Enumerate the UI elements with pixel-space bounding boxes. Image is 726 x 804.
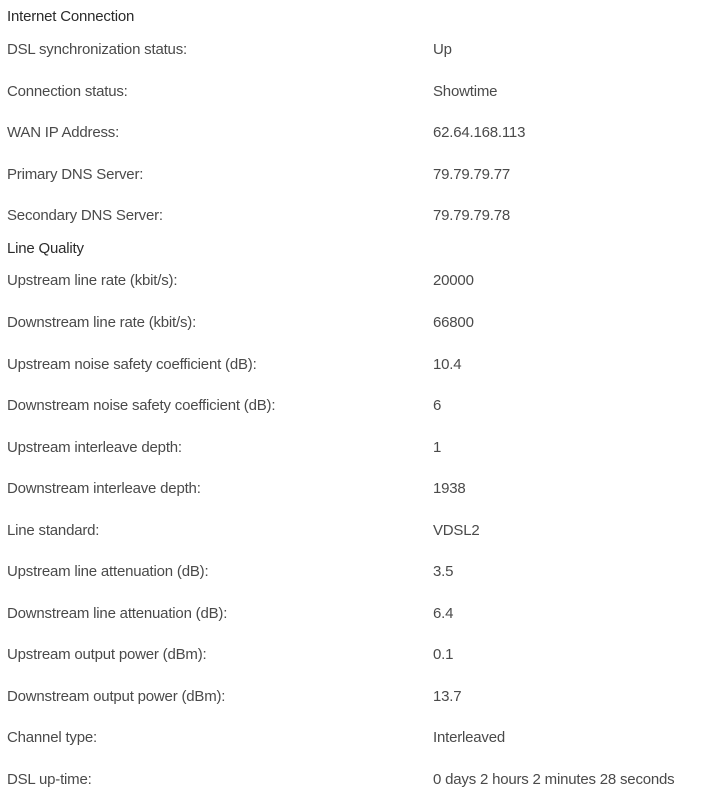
- row-value: 3.5: [433, 563, 454, 580]
- row-label: Channel type:: [7, 729, 97, 746]
- row-label: Connection status:: [7, 83, 128, 100]
- row-value: 6.4: [433, 605, 454, 622]
- row-label: Primary DNS Server:: [7, 166, 144, 183]
- row-primary-dns: [0, 166, 726, 188]
- row-upstream-line-rate: [0, 272, 726, 294]
- row-value: 20000: [433, 272, 474, 289]
- row-upstream-noise-safety: [0, 356, 726, 378]
- row-label: Downstream interleave depth:: [7, 480, 201, 497]
- row-downstream-interleave-depth: [0, 480, 726, 502]
- row-value: 13.7: [433, 688, 462, 705]
- row-label: Line standard:: [7, 522, 100, 539]
- row-upstream-attenuation: [0, 563, 726, 585]
- row-label: Upstream interleave depth:: [7, 439, 182, 456]
- row-upstream-interleave-depth: [0, 439, 726, 461]
- row-downstream-attenuation: [0, 605, 726, 627]
- row-value: 1: [433, 439, 442, 456]
- row-connection-status: [0, 83, 726, 105]
- row-label: Upstream noise safety coefficient (dB):: [7, 356, 257, 373]
- row-label: Secondary DNS Server:: [7, 207, 163, 224]
- row-value: 6: [433, 397, 442, 414]
- row-value: 79.79.79.78: [433, 207, 511, 224]
- row-value: 66800: [433, 314, 474, 331]
- row-dsl-sync-status: [0, 41, 726, 63]
- row-value: Interleaved: [433, 729, 506, 746]
- row-downstream-output-power: [0, 688, 726, 710]
- row-label: DSL up-time:: [7, 771, 92, 788]
- row-channel-type: [0, 729, 726, 751]
- row-downstream-noise-safety: [0, 397, 726, 419]
- row-value: Up: [433, 41, 452, 58]
- row-label: Upstream output power (dBm):: [7, 646, 207, 663]
- row-value: Showtime: [433, 83, 498, 100]
- section-title-internet-connection: Internet Connection: [7, 8, 135, 25]
- row-value: 10.4: [433, 356, 462, 373]
- row-value: VDSL2: [433, 522, 480, 539]
- row-value: 0 days 2 hours 2 minutes 28 seconds: [433, 771, 675, 788]
- row-secondary-dns: [0, 207, 726, 229]
- row-upstream-output-power: [0, 646, 726, 668]
- row-label: Upstream line rate (kbit/s):: [7, 272, 178, 289]
- row-value: 1938: [433, 480, 466, 497]
- row-value: 79.79.79.77: [433, 166, 511, 183]
- row-label: WAN IP Address:: [7, 124, 120, 141]
- row-value: 0.1: [433, 646, 454, 663]
- row-label: Downstream noise safety coefficient (dB):: [7, 397, 276, 414]
- section-title-line-quality: Line Quality: [7, 240, 84, 257]
- row-line-standard: [0, 522, 726, 544]
- row-wan-ip-address: [0, 124, 726, 146]
- row-value: 62.64.168.113: [433, 124, 526, 141]
- row-label: Downstream line rate (kbit/s):: [7, 314, 197, 331]
- row-label: DSL synchronization status:: [7, 41, 187, 58]
- row-label: Upstream line attenuation (dB):: [7, 563, 209, 580]
- row-downstream-line-rate: [0, 314, 726, 336]
- row-label: Downstream line attenuation (dB):: [7, 605, 228, 622]
- row-dsl-uptime: [0, 771, 726, 793]
- row-label: Downstream output power (dBm):: [7, 688, 226, 705]
